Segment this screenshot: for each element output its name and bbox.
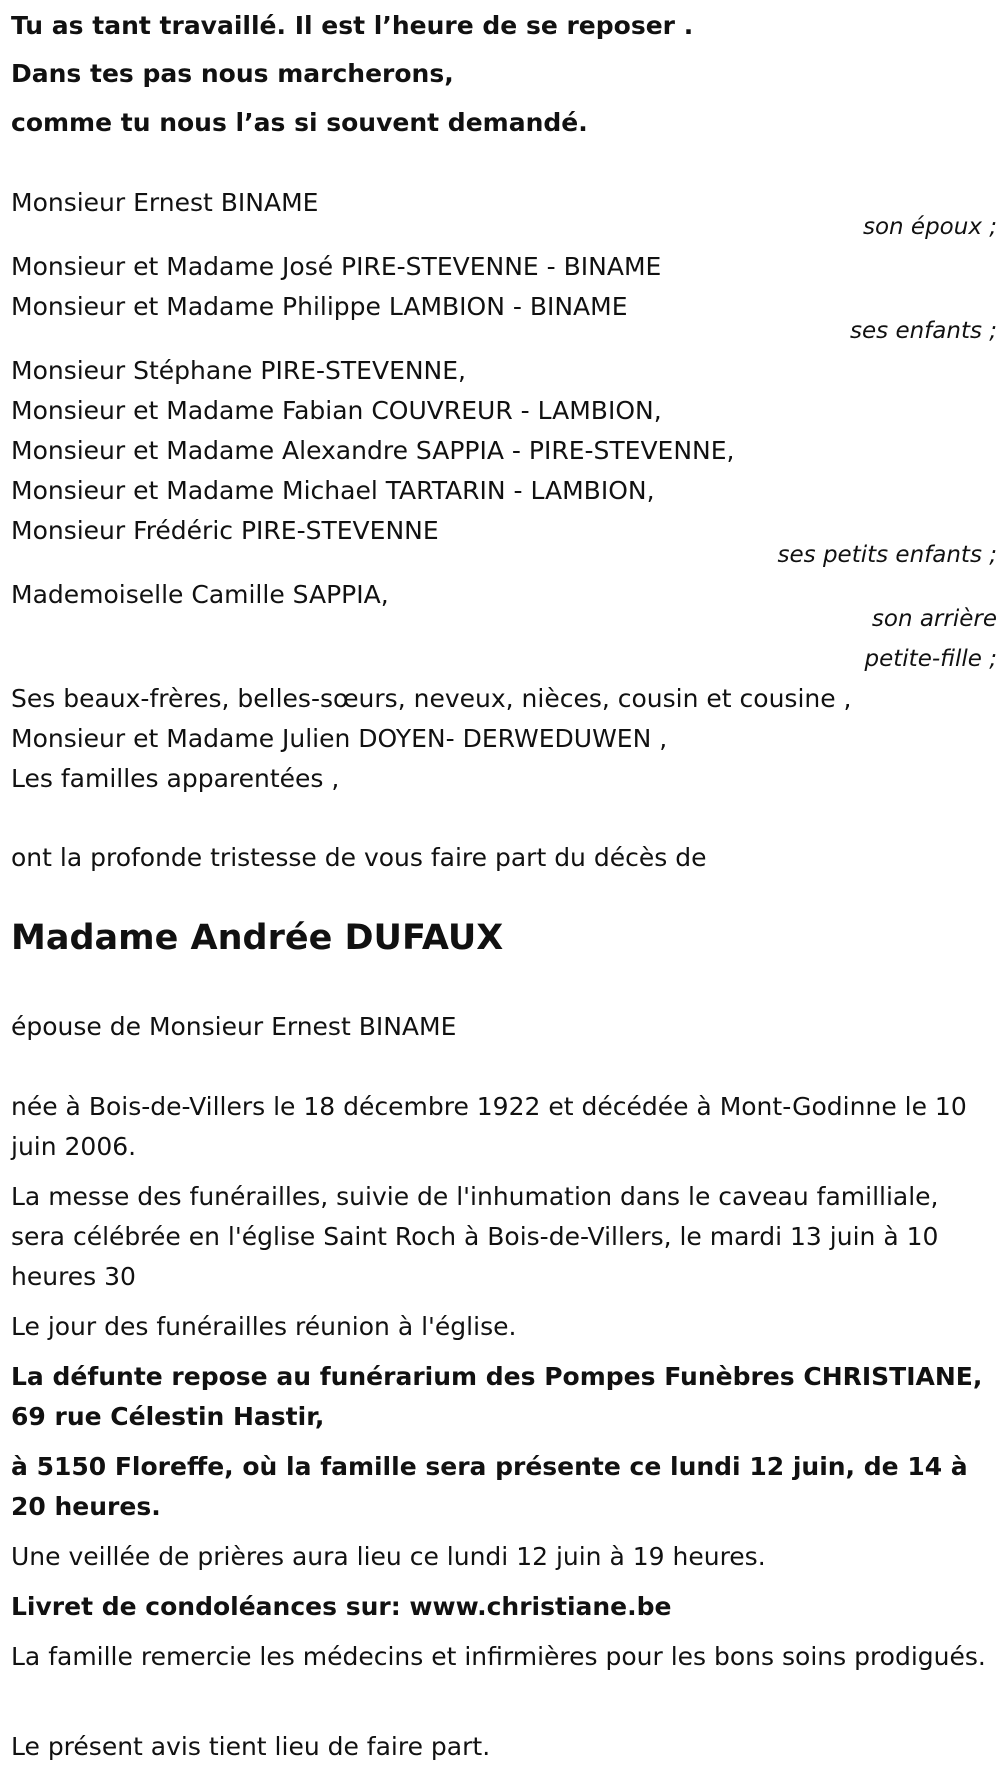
poem-line-1: Tu as tant travaillé. Il est l’heure de se reposer . xyxy=(11,11,694,40)
poem-line-2: Dans tes pas nous marcherons, xyxy=(11,59,454,88)
grandchild-4: Monsieur et Madame Michael TARTARIN - LAMBION, xyxy=(11,476,655,505)
condolences-text: Livret de condoléances sur: www.christiane.be xyxy=(11,1592,672,1621)
grandchild-2: Monsieur et Madame Fabian COUVREUR - LAMBION, xyxy=(11,396,662,425)
grandchild-5: Monsieur Frédéric PIRE-STEVENNE xyxy=(11,516,439,545)
great-grandchild: Mademoiselle Camille SAPPIA, xyxy=(11,580,389,609)
vigil-text: Une veillée de prières aura lieu ce lundi 12 juin à 19 heures. xyxy=(11,1542,766,1571)
funerarium-text-1: La défunte repose au funérarium des Pompes Funèbres CHRISTIANE, 69 rue Célestin Hastir, xyxy=(11,1362,983,1431)
child-2: Monsieur et Madame Philippe LAMBION - BINAME xyxy=(11,292,628,321)
birth-death-text: née à Bois-de-Villers le 18 décembre 1922 et décédée à Mont-Godinne le 10 juin 2006. xyxy=(11,1092,967,1161)
great-grandchild-role-2: petite-fille ; xyxy=(864,646,997,672)
grandchildren-role: ses petits enfants ; xyxy=(777,542,997,568)
grandchild-3: Monsieur et Madame Alexandre SAPPIA - PIRE-STEVENNE, xyxy=(11,436,735,465)
spouse-name: Monsieur Ernest BINAME xyxy=(11,188,319,217)
meeting-text: Le jour des funérailles réunion à l'église. xyxy=(11,1312,517,1341)
funerarium-text-2: à 5150 Floreffe, où la famille sera présente ce lundi 12 juin, de 14 à 20 heures. xyxy=(11,1452,968,1521)
child-1: Monsieur et Madame José PIRE-STEVENNE - BINAME xyxy=(11,252,662,281)
announcement-text: ont la profonde tristesse de vous faire part du décès de xyxy=(11,843,707,872)
funeral-mass-text: La messe des funérailles, suivie de l'inhumation dans le caveau familliale, sera célébrée en l'église Saint Roch à Bois-de-Villers, le mardi 13 juin à 10 heures 30 xyxy=(11,1182,939,1291)
spouse-of: épouse de Monsieur Ernest BINAME xyxy=(11,1012,457,1041)
other-relatives-3: Les familles apparentées , xyxy=(11,764,340,793)
notice-text: Le présent avis tient lieu de faire part. xyxy=(11,1732,491,1761)
grandchild-1: Monsieur Stéphane PIRE-STEVENNE, xyxy=(11,356,467,385)
children-role: ses enfants ; xyxy=(850,318,997,344)
great-grandchild-role-1: son arrière xyxy=(871,606,997,632)
other-relatives-1: Ses beaux-frères, belles-sœurs, neveux, nièces, cousin et cousine , xyxy=(11,684,852,713)
deceased-name: Madame Andrée DUFAUX xyxy=(11,918,504,958)
poem-line-3: comme tu nous l’as si souvent demandé. xyxy=(11,108,588,137)
spouse-role: son époux ; xyxy=(862,214,997,240)
thanks-text: La famille remercie les médecins et infirmières pour les bons soins prodigués. xyxy=(11,1642,986,1671)
other-relatives-2: Monsieur et Madame Julien DOYEN- DERWEDUWEN , xyxy=(11,724,668,753)
